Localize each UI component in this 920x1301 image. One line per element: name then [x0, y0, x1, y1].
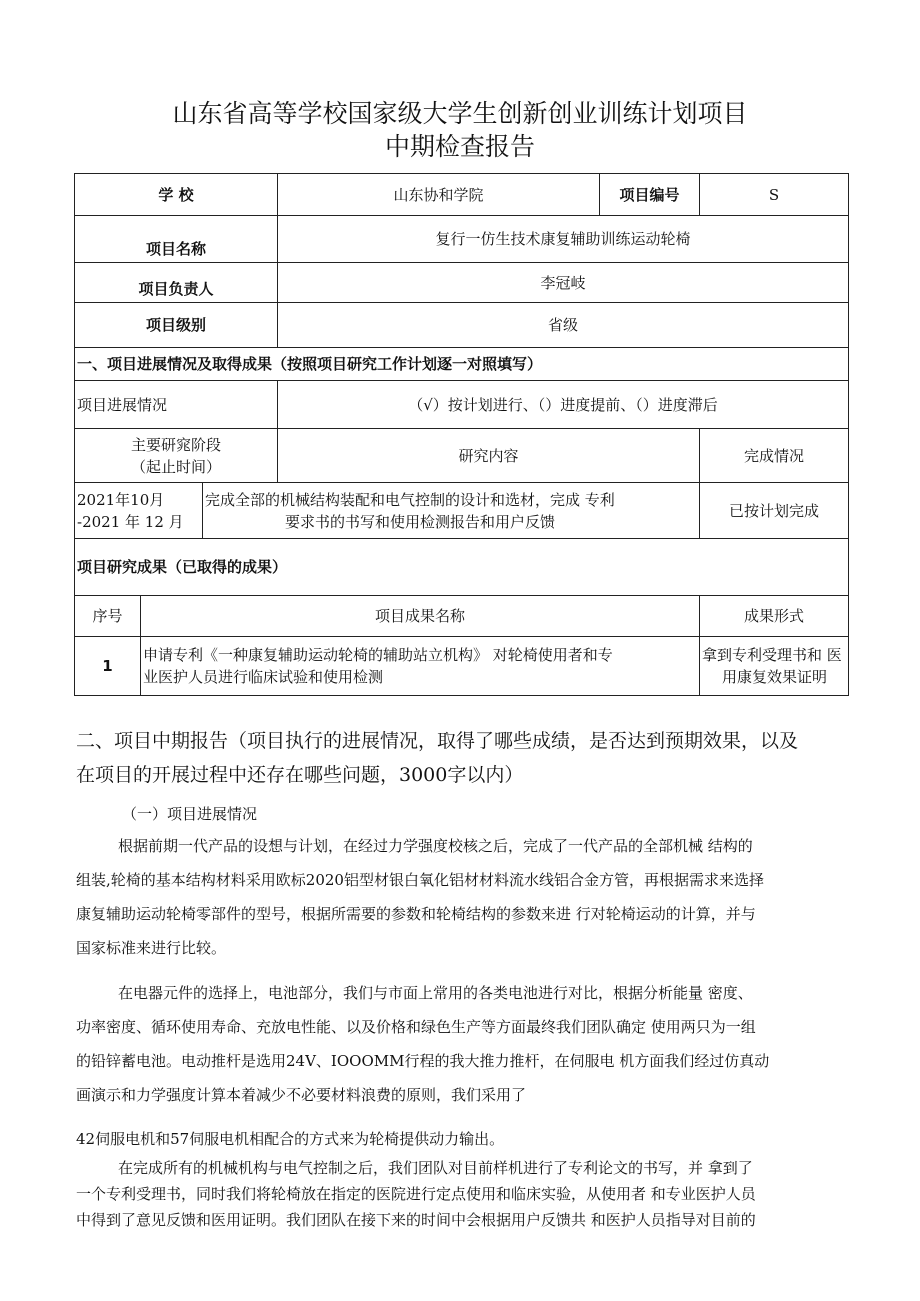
report-title-line2: 中期检查报告 — [384, 132, 535, 161]
project-name-value: 复行一仿生技术康复辅助训练运动轮椅 — [278, 216, 849, 263]
results-row-name — [141, 637, 700, 696]
results-row-form-line1: 拿到专利受理书和 医 — [702, 646, 842, 664]
results-row-form-line2: 用康复效果证明 — [722, 668, 828, 686]
paragraph-2-line: 在电器元件的选择上，电池部分，我们与市面上常用的各类电池进行对比，根据分析能量 密度、 — [118, 984, 753, 1002]
results-no-header: 序号 — [75, 596, 141, 637]
paragraph-1-line: 组装,轮椅的基本结构材料采用欧标2020铝型材银白氧化铝材材料流水线铝合金方管，再根据需求来选择 — [76, 871, 764, 889]
project-number-value: S — [700, 174, 849, 216]
project-info-table — [74, 173, 849, 696]
results-row-form — [700, 637, 849, 696]
section2-heading-line2: 在项目的开展过程中还存在哪些问题，3000字以内） — [76, 764, 524, 786]
report-title-line1: 山东省高等学校国家级大学生创新创业训练计划项目 — [172, 99, 748, 128]
stage-content — [203, 483, 700, 539]
paragraph-2 — [76, 976, 850, 1112]
results-row-name-line1: 申请专利《一种康复辅助运动轮椅的辅助站立机构》 对轮椅使用者和专 — [143, 646, 613, 664]
stage-status: 已按计划完成 — [700, 483, 849, 539]
stage-content-line2: 要求书的书写和使用检测报告和用户反馈 — [285, 512, 556, 531]
stage-header-line2: （起止时间） — [131, 457, 222, 476]
content-header: 研究内容 — [278, 429, 700, 483]
results-row-name-line2: 业医护人员进行临床试验和使用检测 — [143, 668, 384, 686]
results-name-header: 项目成果名称 — [141, 596, 700, 637]
paragraph-2-line: 画演示和力学强度计算本着减少不必要材料浪费的原则，我们采用了 — [76, 1086, 527, 1104]
paragraph-1-line: 根据前期一代产品的设想与计划，在经过力学强度校核之后，完成了一代产品的全部机械 结构的 — [118, 837, 753, 855]
stage-header-line1: 主要研窕阶段 — [131, 435, 222, 454]
stage-time — [75, 483, 203, 539]
stage-time-line2: -2021 年 12 月 — [77, 512, 184, 531]
project-number-label: 项目编号 — [600, 174, 700, 216]
paragraph-4-line: 一个专利受理书，同时我们将轮椅放在指定的医院进行定点使用和临床实验，从使用者 和专业医护人员 — [76, 1185, 756, 1203]
project-level-value: 省级 — [278, 303, 849, 348]
results-row-no: 1 — [75, 637, 141, 696]
paragraph-2-line: 功率密度、循环使用寿命、充放电性能、以及价格和绿色生产等方面最终我们团队确定 使用两只为一组 — [76, 1018, 756, 1036]
paragraph-4-line: 中得到了意见反馈和医用证明。我们团队在接下来的时间中会根据用户反馈共 和医护人员指导对目前的 — [76, 1211, 756, 1229]
completion-header: 完成情况 — [700, 429, 849, 483]
paragraph-2-line: 的铅锌蓄电池。电动推杆是选用24V、IOOOMM行程的我大推力推杆，在伺服电 机方面我们经过仿真动 — [76, 1052, 770, 1070]
paragraph-4-line: 在完成所有的机械机构与电气控制之后，我们团队对目前样机进行了专利论文的书写，并 拿到了 — [118, 1159, 753, 1177]
progress-label: 项目进展情况 — [75, 381, 278, 429]
section2-heading-line1: 二、项目中期报告（项目执行的进展情况，取得了哪些成绩，是否达到预期效果，以及 — [76, 730, 799, 752]
section1-heading: 一、项目进展情况及取得成果（按照项目研究工作计划逐一对照填写） — [75, 348, 849, 381]
project-leader-label: 项目负责人 — [75, 263, 278, 303]
results-heading: 项目研究成果（已取得的成果） — [75, 539, 849, 596]
stage-content-line1: 完成全部的机械结构装配和电气控制的设计和选材，完成 专利 — [205, 490, 615, 509]
results-form-header: 成果形式 — [700, 596, 849, 637]
progress-status: （√）按计划进行、（）进度提前、（）进度滞后 — [278, 381, 849, 429]
school-label: 学 校 — [75, 174, 278, 216]
project-level-label: 项目级别 — [75, 303, 278, 348]
paragraph-3: 42伺服电机和57伺服电机相配合的方式来为轮椅提供动力输出。 — [76, 1130, 505, 1148]
paragraph-1-line: 康复辅助运动轮椅零部件的型号，根据所需要的参数和轮椅结构的参数来进 行对轮椅运动的计算，并与 — [76, 905, 756, 923]
project-name-label: 项目名称 — [75, 216, 278, 263]
paragraph-1-line: 国家标准来进行比较。 — [76, 939, 227, 957]
stage-time-line1: 2021年10月 — [77, 490, 165, 509]
stage-header — [75, 429, 278, 483]
project-leader-value: 李冠岐 — [278, 263, 849, 303]
school-value: 山东协和学院 — [278, 174, 600, 216]
paragraph-1 — [76, 829, 850, 965]
progress-subheading: （一）项目进展情况 — [122, 805, 258, 823]
paragraph-4 — [76, 1155, 850, 1233]
